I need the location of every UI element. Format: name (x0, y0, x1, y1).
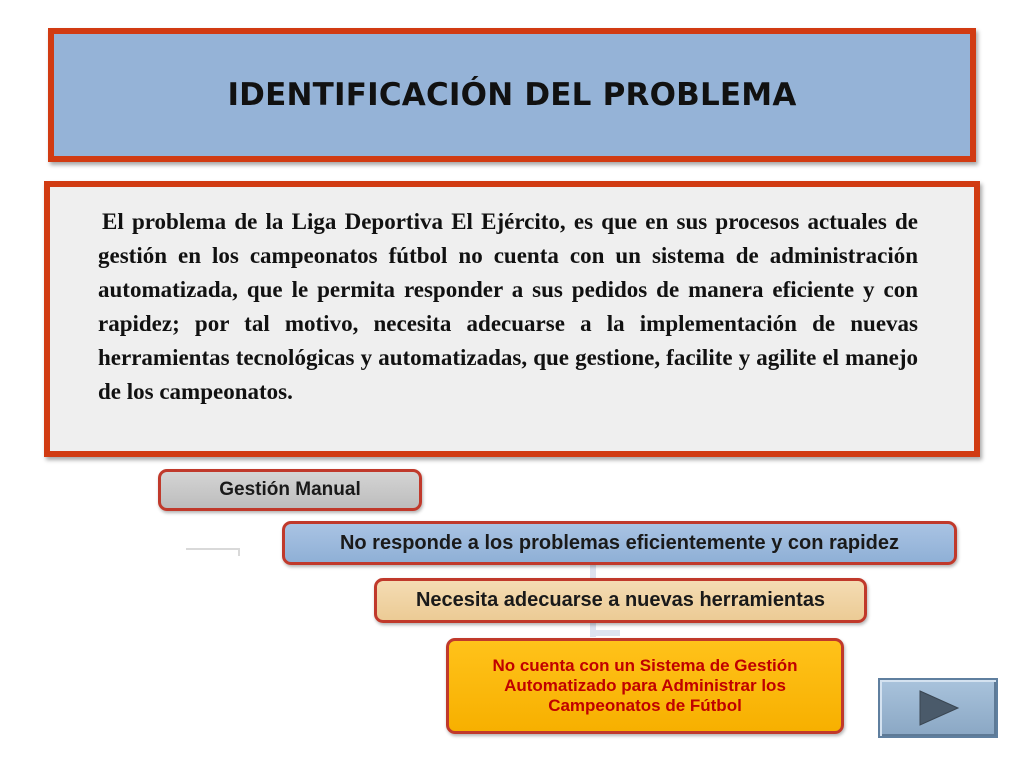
diagram-connector (238, 548, 240, 556)
diagram-node-manual-management (158, 469, 422, 511)
play-icon (914, 688, 962, 728)
title-banner (48, 28, 976, 162)
diagram-connector (590, 630, 620, 636)
problem-statement-text: El problema de la Liga Deportiva El Ejército, es que en sus procesos actuales de gestión en los campeonatos fútbol no cuenta con un sistema de administración automatizada, que le permita responder a sus pedidos de manera eficiente y con rapidez; por tal motivo, necesita adecuarse a la implementación de nuevas herramientas tecnológicas y automatizadas, que gestione, facilite y agilite el manejo de los campeonatos. (98, 209, 918, 404)
slide-title: IDENTIFICACIÓN DEL PROBLEMA (227, 77, 797, 113)
diagram-node-label: No cuenta con un Sistema de Gestión Automatizado para Administrar los Campeonatos de Fútbol (492, 656, 798, 715)
diagram-node-label: No responde a los problemas eficientemente y con rapidez (339, 531, 900, 554)
diagram-node-label: Necesita adecuarse a nuevas herramientas (415, 589, 826, 611)
diagram-node-label: Gestión Manual (219, 479, 361, 500)
diagram-connector (186, 548, 240, 550)
problem-statement-box (44, 181, 980, 457)
next-slide-button[interactable] (878, 678, 998, 738)
diagram-node-no-system (446, 638, 844, 734)
diagram-node-no-response (282, 521, 957, 565)
diagram-node-new-tools (374, 578, 867, 623)
